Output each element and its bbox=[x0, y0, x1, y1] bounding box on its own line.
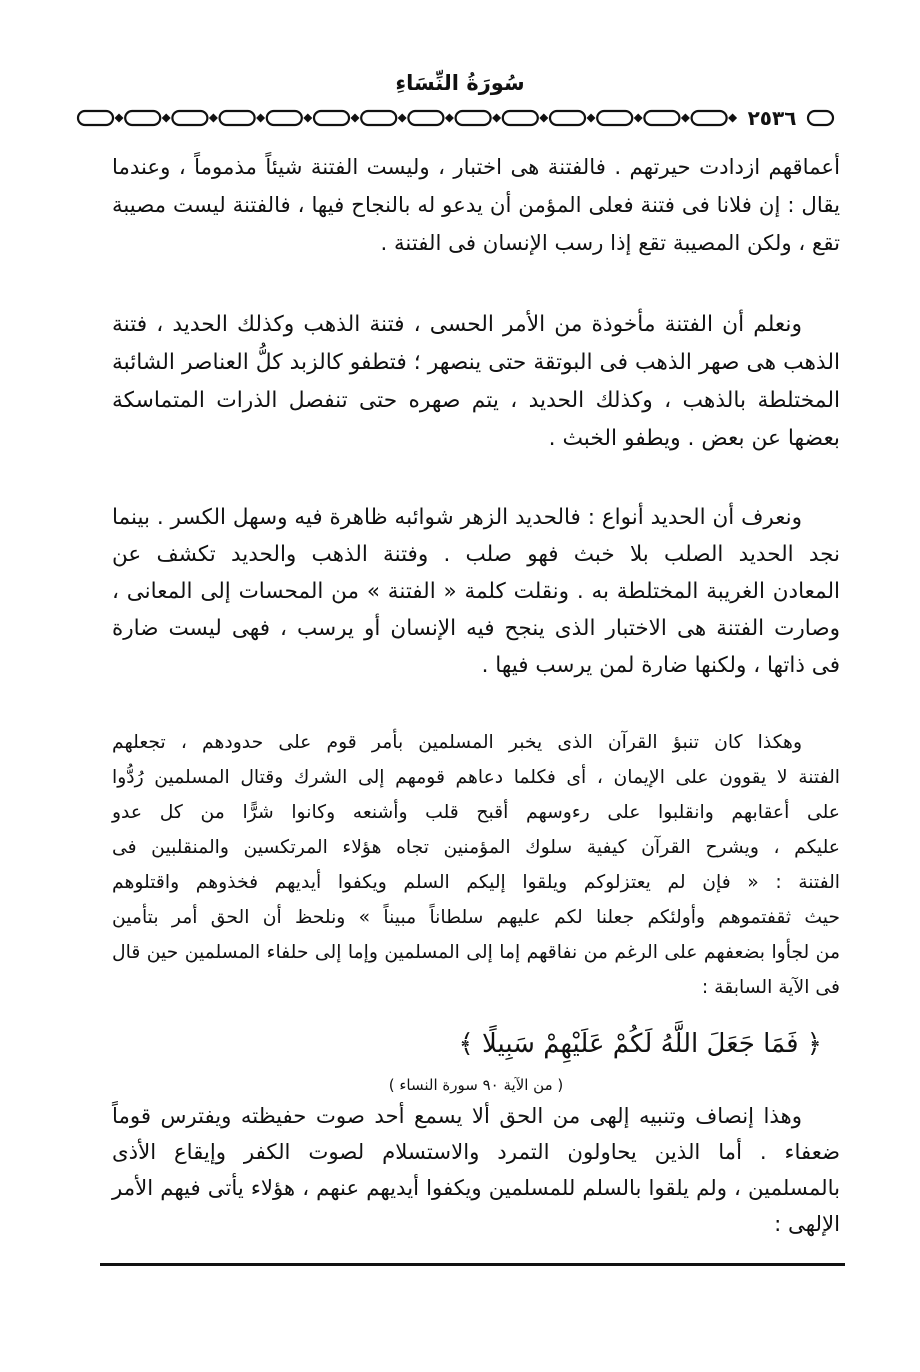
paragraph-1 bbox=[112, 149, 840, 263]
border-diamond-ornament bbox=[256, 114, 265, 123]
border-link-ornament bbox=[408, 111, 443, 125]
border-diamond-ornament bbox=[634, 114, 643, 123]
border-link-ornament bbox=[597, 111, 632, 125]
border-diamond-ornament bbox=[398, 114, 407, 123]
border-diamond-ornament bbox=[728, 114, 737, 123]
paragraph-2 bbox=[112, 306, 840, 458]
border-diamond-ornament bbox=[587, 114, 596, 123]
text-line: فى الآية السابقة : bbox=[701, 977, 840, 998]
text-line: الإلهى : bbox=[774, 1212, 840, 1237]
border-link-ornament bbox=[314, 111, 349, 125]
text-line: عليكم ، ويشرح القرآن كيفية سلوك المؤمنين تجاه هؤلاء المرتكسين والمنقلبين فى bbox=[112, 837, 840, 858]
paragraph-4 bbox=[112, 725, 840, 1005]
border-diamond-ornament bbox=[115, 114, 124, 123]
text-line: أعماقهم ازدادت حيرتهم . فالفتنة هى اختبار ، وليست الفتنة شيئاً مذموماً ، وعندما bbox=[112, 155, 840, 180]
border-diamond-ornament bbox=[351, 114, 360, 123]
text-line: الفتنة : « فإن لم يعتزلوكم ويلقوا إليكم السلم ويكفوا أيديهم فخذوهم واقتلوهم bbox=[112, 872, 840, 893]
border-link-ornament bbox=[78, 111, 113, 125]
text-line: حيث ثقفتموهم وأولئكم جعلنا لكم عليهم سلطاناً مبيناً » ونلحظ أن الحق أمر بتأمين bbox=[112, 907, 840, 928]
border-diamond-ornament bbox=[681, 114, 690, 123]
text-line: وهكذا كان تنبؤ القرآن الذى يخبر المسلمين بأمر قوم على حدودهم ، تجعلهم bbox=[112, 732, 802, 753]
border-link-ornament bbox=[692, 111, 727, 125]
text-line: تقع ، ولكن المصيبة تقع إذا رسب الإنسان فى الفتنة . bbox=[380, 231, 840, 256]
border-diamond-ornament bbox=[162, 114, 171, 123]
border-link-ornament bbox=[220, 111, 255, 125]
border-link-ornament bbox=[808, 111, 833, 125]
paragraph-3 bbox=[112, 499, 840, 684]
bottom-rule-divider bbox=[100, 1263, 845, 1266]
border-diamond-ornament bbox=[209, 114, 218, 123]
border-diamond-ornament bbox=[492, 114, 501, 123]
border-diamond-ornament bbox=[303, 114, 312, 123]
border-link-ornament bbox=[172, 111, 207, 125]
text-line: وصارت الفتنة هى الاختبار الذى ينجح فيه الإنسان أو يرسب ، فهى ليست ضارة bbox=[112, 616, 840, 641]
text-line: الذهب هى صهر الذهب فى البوتقة حتى ينصهر ؛ فتطفو كالزبد كلُّ العناصر الشائبة bbox=[112, 350, 840, 375]
quran-verse: ﴿ فَمَا جَعَلَ اللَّهُ لَكُمْ عَلَيْهِمْ سَبِيلًا ﴾ bbox=[458, 1029, 822, 1059]
text-line: الفتنة لا يقوون على الإيمان ، أى فكلما دعاهم قومهم إلى الشرك وقتال المسلمين رُدُّوا bbox=[112, 767, 840, 788]
text-line: بعضها عن بعض . ويطفو الخبث . bbox=[548, 426, 840, 451]
border-link-ornament bbox=[125, 111, 160, 125]
text-line: وهذا إنصاف وتنبيه إلهى من الحق ألا يسمع أحد صوت حفيظته ويفترس قوماً bbox=[112, 1104, 802, 1129]
text-line: المعادن الغريبة المختلطة به . ونقلت كلمة « الفتنة » من المحسات إلى المعانى ، bbox=[112, 579, 840, 604]
verse-citation: ( من الآية ٩٠ سورة النساء ) bbox=[388, 1076, 564, 1094]
border-link-ornament bbox=[361, 111, 396, 125]
ornamental-border bbox=[75, 107, 835, 129]
surah-title-header: سُورَةُ النِّسَاءِ bbox=[395, 71, 525, 95]
text-line: نجد الحديد الصلب بلا خبث فهو صلب . وفتنة الذهب والحديد تكشف عن bbox=[112, 542, 840, 567]
paragraph-5 bbox=[112, 1099, 840, 1243]
text-line: ونعرف أن الحديد أنواع : فالحديد الزهر شوائبه ظاهرة فيه وسهل الكسر . بينما bbox=[112, 505, 802, 530]
border-link-ornament bbox=[550, 111, 585, 125]
text-line: ضعفاء . أما الذين يحاولون التمرد والاستسلام لصوت الكفر وإيقاع الأذى bbox=[112, 1140, 840, 1165]
text-line: بالمسلمين ، ولم يلقوا بالسلم للمسلمين ويكفوا أيديهم عنهم ، هؤلاء يأتى فيهم الأمر bbox=[112, 1176, 840, 1201]
text-line: ونعلم أن الفتنة مأخوذة من الأمر الحسى ، فتنة الذهب وكذلك الحديد ، فتنة bbox=[112, 312, 802, 337]
text-line: فى ذاتها ، ولكنها ضارة لمن يرسب فيها . bbox=[481, 653, 840, 678]
border-diamond-ornament bbox=[539, 114, 548, 123]
text-line: على أعقابهم وانقلبوا على رءوسهم أقبح قلب وأشنعه وكانوا شرًّا من كل عدو bbox=[112, 802, 840, 823]
text-line: المختلطة بالذهب ، وكذلك الحديد ، يتم صهره حتى تنفصل الذرات المتماسكة bbox=[112, 388, 840, 413]
text-line: من لجأوا بضعفهم على الرغم من نفاقهم إما إلى المسلمين وإما إلى حلفاء المسلمين حين قال bbox=[112, 942, 840, 963]
border-diamond-ornament bbox=[445, 114, 454, 123]
text-line: يقال : إن فلانا فى فتنة فعلى المؤمن أن يدعو له بالنجاح فيها ، فالفتنة ليست مصيبة bbox=[112, 193, 840, 218]
border-link-ornament bbox=[456, 111, 491, 125]
border-link-ornament bbox=[644, 111, 679, 125]
border-link-ornament bbox=[503, 111, 538, 125]
page-number: ٢٥٣٦ bbox=[747, 106, 797, 130]
border-link-ornament bbox=[267, 111, 302, 125]
